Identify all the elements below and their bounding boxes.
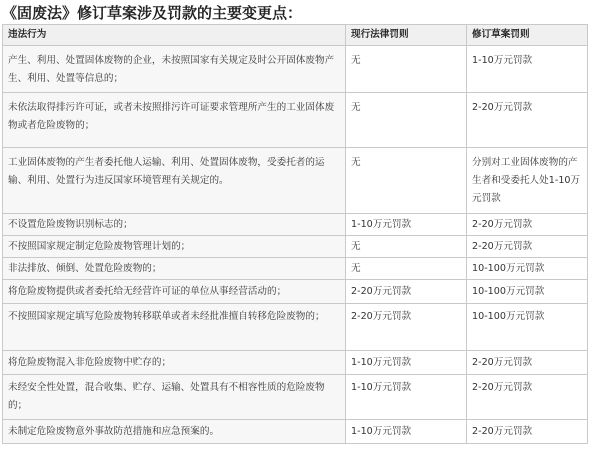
draft-penalty-cell: 2-20万元罚款 [467,420,588,444]
draft-penalty-cell: 10-100万元罚款 [467,280,588,304]
table-row [3,93,588,148]
table-row [3,420,588,444]
table-row [3,236,588,258]
table-row [3,304,588,351]
table-row [3,148,588,214]
violation-cell: 不按照国家规定填写危险废物转移联单或者未经批准擅自转移危险废物的； [3,304,346,351]
table-row [3,258,588,280]
current-penalty-cell: 无 [346,93,467,148]
current-penalty-cell: 1-10万元罚款 [346,420,467,444]
header-violation: 违法行为 [3,25,346,46]
draft-penalty-cell: 10-100万元罚款 [467,304,588,351]
current-penalty-cell: 无 [346,148,467,214]
header-current-penalty: 现行法律罚则 [346,25,467,46]
table-row [3,351,588,375]
draft-penalty-cell: 分别对工业固体废物的产生者和受委托人处1-10万元罚款 [467,148,588,214]
draft-penalty-cell: 2-20万元罚款 [467,236,588,258]
table-header-row [3,25,588,46]
draft-penalty-cell: 1-10万元罚款 [467,46,588,93]
draft-penalty-cell: 2-20万元罚款 [467,351,588,375]
table-row [3,280,588,304]
table-row [3,214,588,236]
page-title: 《固废法》修订草案涉及罚款的主要变更点： [2,4,303,22]
current-penalty-cell: 1-10万元罚款 [346,214,467,236]
current-penalty-cell: 2-20万元罚款 [346,304,467,351]
violation-cell: 工业固体废物的产生者委托他人运输、利用、处置固体废物，受委托者的运输、利用、处置行为违反国家环境管理有关规定的。 [3,148,346,214]
violation-cell: 不按照国家规定制定危险废物管理计划的； [3,236,346,258]
violation-cell: 将危险废物提供或者委托给无经营许可证的单位从事经营活动的； [3,280,346,304]
current-penalty-cell: 2-20万元罚款 [346,280,467,304]
current-penalty-cell: 无 [346,46,467,93]
violation-cell: 未制定危险废物意外事故防范措施和应急预案的。 [3,420,346,444]
current-penalty-cell: 1-10万元罚款 [346,375,467,420]
violation-cell: 不设置危险废物识别标志的； [3,214,346,236]
table-row [3,46,588,93]
violation-cell: 未依法取得排污许可证，或者未按照排污许可证要求管理所产生的工业固体废物或者危险废物的； [3,93,346,148]
current-penalty-cell: 无 [346,258,467,280]
current-penalty-cell: 1-10万元罚款 [346,351,467,375]
draft-penalty-cell: 2-20万元罚款 [467,375,588,420]
violation-cell: 将危险废物混入非危险废物中贮存的； [3,351,346,375]
draft-penalty-cell: 2-20万元罚款 [467,93,588,148]
draft-penalty-cell: 2-20万元罚款 [467,214,588,236]
draft-penalty-cell: 10-100万元罚款 [467,258,588,280]
current-penalty-cell: 无 [346,236,467,258]
header-draft-penalty: 修订草案罚则 [467,25,588,46]
violation-cell: 产生、利用、处置固体废物的企业，未按照国家有关规定及时公开固体废物产生、利用、处置等信息的； [3,46,346,93]
violation-cell: 未经安全性处置，混合收集、贮存、运输、处置具有不相容性质的危险废物的； [3,375,346,420]
table-row [3,375,588,420]
penalty-table [2,24,588,444]
violation-cell: 非法排放、倾倒、处置危险废物的； [3,258,346,280]
